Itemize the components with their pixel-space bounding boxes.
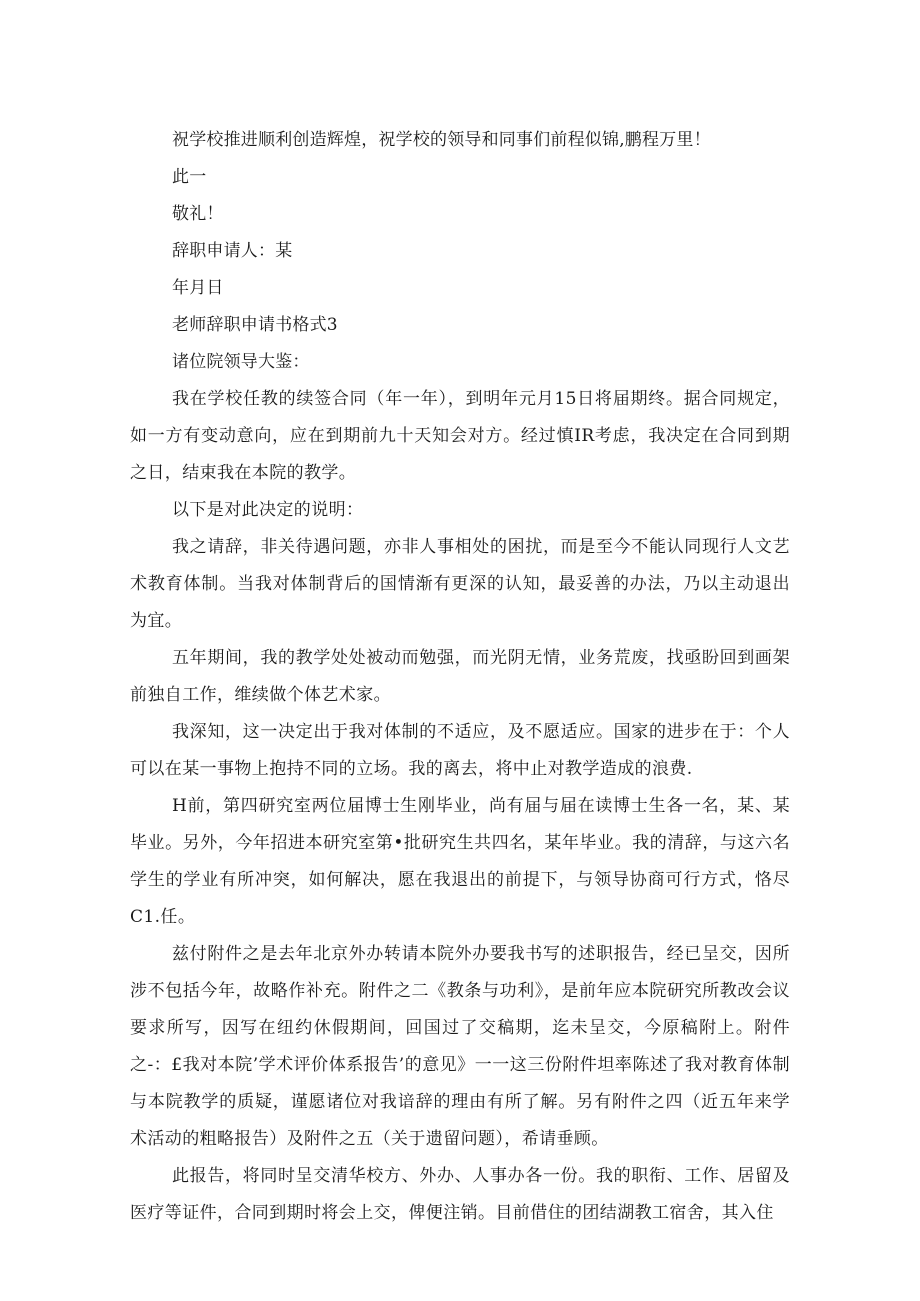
paragraph-contract: 我在学校任教的续签合同（年一年），到明年元月15日将届期终。据合同规定，如一方有变动意向，应在到期前九十天知会对方。经过慎IR考虑，我决定在合同到期之日，结束我在本院的教学。 [130, 389, 790, 483]
greeting-line: 诸位院领导大鉴： [172, 352, 310, 372]
salutation-line: 此一 [172, 167, 207, 187]
respect-line: 敬礼！ [172, 204, 224, 224]
paragraph-attachments: 兹付附件之是去年北京外办转请本院外办要我书写的述职报告，经已呈交，因所涉不包括今年，故略作补充。附件之二《教条与功利》，是前年应本院研究所教改会议要求所写，因写在纽约休假期间，回国过了交稿期，迄未呈交，今原稿附上。附件之-：£我对本院’学术评价体系报告’的意见》一一这三份附件坦率陈述了我对教育体制与本院教学的质疑，谨愿诸位对我谙辞的理由有所了解。另有附件之四（近五年来学术活动的粗略报告）及附件之五（关于遗留问题），希请垂顾。 [130, 944, 790, 1149]
section-title: 老师辞职申请书格式3 [172, 315, 338, 335]
paragraph-reason: 我之请辞，非关待遇问题，亦非人事相处的困扰，而是至今不能认同现行人文艺术教育体制。当我对体制背后的国情渐有更深的认知，最妥善的办法，乃以主动退出为宜。 [130, 537, 790, 631]
paragraph-report-copies: 此报告，将同时呈交清华校方、外办、人事办各一份。我的职衔、工作、居留及医疗等证件，合同到期时将会上交，俾便注销。目前借住的团结湖教工宿舍，其入住 [130, 1166, 790, 1223]
date-line: 年月日 [172, 278, 224, 298]
applicant-line: 辞职申请人：某 [172, 241, 293, 261]
paragraph-understanding: 我深知，这一决定出于我对体制的不适应，及不愿适应。国家的进步在于：个人可以在某一事物上抱持不同的立场。我的离去，将中止对教学造成的浪费. [130, 722, 790, 779]
paragraph-explanation-intro: 以下是对此决定的说明： [172, 500, 364, 520]
paragraph-students: H前，第四研究室两位届博士生刚毕业，尚有届与届在读博士生各一名，某、某毕业。另外，今年招进本研究室第•批研究生共四名，某年毕业。我的清辞，与这六名学生的学业有所冲突，如何解决，愿在我退出的前提下，与领导协商可行方式，恪尽C1.任。 [130, 796, 790, 927]
document-body [130, 122, 790, 1232]
paragraph-five-years: 五年期间，我的教学处处被动而勉强，而光阴无情，业务荒废，找亟盼回到画架前独自工作，维续做个体艺术家。 [130, 648, 790, 705]
closing-wish-line: 祝学校推进顺利创造辉煌，祝学校的领导和同事们前程似锦,鹏程万里！ [172, 130, 711, 150]
